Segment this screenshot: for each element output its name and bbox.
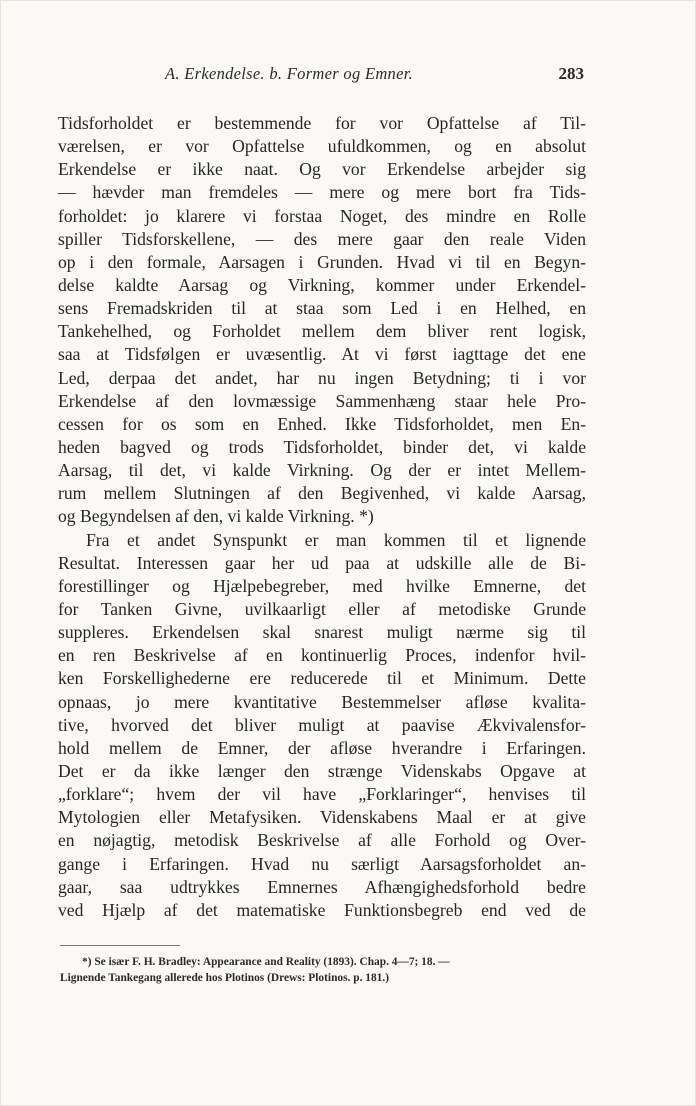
text-line: ken Forskellighederne ere reducerede til et Minimum. Dette (58, 668, 586, 689)
text-line: Erkendelse af den lovmæssige Sammenhæng staar hele Pro- (58, 390, 586, 411)
text-line: rum mellem Slutningen af den Begivenhed, vi kalde Aarsag, (58, 483, 586, 504)
text-line: op i den formale, Aarsagen i Grunden. Hvad vi til en Begyn- (58, 251, 586, 272)
text-line: værelsen, er vor Opfattelse ufuldkommen, og en absolut (58, 136, 586, 157)
text-line: for Tanken Givne, uvilkaarligt eller af metodiske Grunde (58, 598, 586, 619)
text-line: Mytologien eller Metafysiken. Videnskabens Maal er at give (58, 807, 586, 828)
text-line: forholdet: jo klarere vi forstaa Noget, des mindre en Rolle (58, 205, 586, 226)
text-line: — hævder man fremdeles — mere og mere bort fra Tids- (58, 182, 586, 203)
text-line: saa at Tidsfølgen er uvæsentlig. At vi først iagttage det ene (58, 344, 586, 365)
footnote (60, 954, 588, 986)
text-line: delse kaldte Aarsag og Virkning, kommer under Erkendel- (58, 274, 586, 295)
text-line: Tankehelhed, og Forholdet mellem dem bliver rent logisk, (58, 321, 586, 342)
text-line: heden bagved og trods Tidsforholdet, binder det, vi kalde (58, 436, 586, 457)
running-head: A. Erkendelse. b. Former og Emner. (165, 64, 414, 83)
text-line: cessen for os som en Enhed. Ikke Tidsforholdet, men En- (58, 413, 586, 434)
text-line: „forklare“; hvem der vil have „Forklaringer“, henvises til (58, 784, 586, 805)
text-line: Aarsag, til det, vi kalde Virkning. Og der er intet Mellem- (58, 460, 586, 481)
text-line-paragraph-start: Fra et andet Synspunkt er man kommen til et lignende (86, 529, 586, 550)
page-number: 283 (558, 64, 584, 83)
text-line: en nøjagtig, metodisk Beskrivelse af alle Forhold og Over- (58, 830, 586, 851)
text-line: Erkendelse er ikke naat. Og vor Erkendelse arbejder sig (58, 159, 586, 180)
text-line: spiller Tidsforskellene, — des mere gaar den reale Viden (58, 228, 586, 249)
text-line: gange i Erfaringen. Hvad nu særligt Aarsagsforholdet an- (58, 853, 586, 874)
text-line: Resultat. Interessen gaar her ud paa at udskille alle de Bi- (58, 552, 586, 573)
text-line: sens Fremadskriden til at staa som Led i en Helhed, en (58, 298, 586, 319)
text-line: hold mellem de Emner, der afløse hverandre i Erfaringen. (58, 737, 586, 758)
text-line: Tidsforholdet er bestemmende for vor Opfattelse af Til- (58, 113, 586, 133)
text-line: Led, derpaa det andet, har nu ingen Betydning; ti i vor (58, 367, 586, 388)
footnote-line: Lignende Tankegang allerede hos Plotinos (Drews: Plotinos. p. 181.) (60, 972, 389, 984)
text-line: suppleres. Erkendelsen skal snarest muligt nærme sig til (58, 622, 586, 643)
text-line: en ren Beskrivelse af en kontinuerlig Proces, indenfor hvil- (58, 645, 586, 666)
footnote-line: *) Se især F. H. Bradley: Appearance and Reality (1893). Chap. 4—7; 18. — (82, 956, 450, 968)
page-header (60, 64, 590, 88)
text-line: ved Hjælp af det matematiske Funktionsbegreb end ved de (58, 899, 586, 920)
text-line: gaar, saa udtrykkes Emnernes Afhængighedsforhold bedre (58, 876, 586, 897)
footnote-divider (60, 945, 180, 946)
text-line: opnaas, jo mere kvantitative Bestemmelser afløse kvalita- (58, 691, 586, 712)
text-line-paragraph-end: og Begyndelsen af den, vi kalde Virkning. *) (58, 506, 374, 527)
text-line: forestillinger og Hjælpebegreber, med hvilke Emnerne, det (58, 575, 586, 596)
text-line: Det er da ikke længer den strænge Videnskabs Opgave at (58, 760, 586, 781)
text-line: tive, hvorved det bliver muligt at paavise Ækvivalensfor- (58, 714, 586, 735)
body-text (58, 112, 586, 922)
